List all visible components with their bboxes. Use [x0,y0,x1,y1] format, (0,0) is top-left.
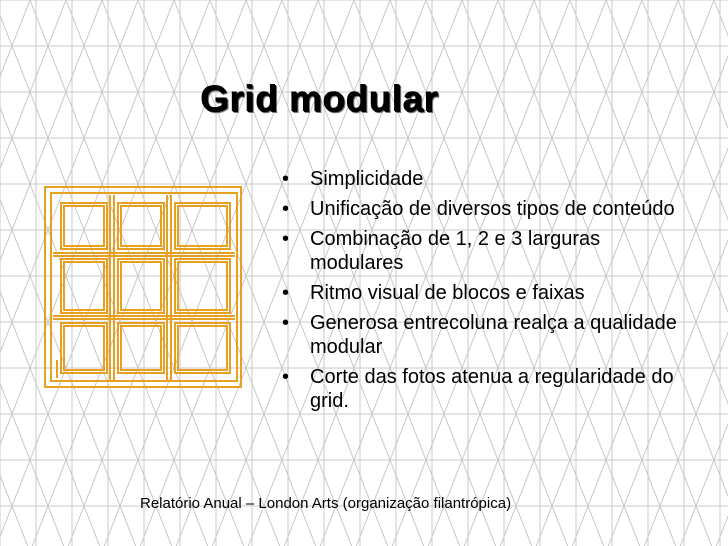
bullet-text: Unificação de diversos tipos de conteúdo [310,198,675,220]
bullet-text: Ritmo visual de blocos e faixas [310,282,585,304]
bullet-icon: • [282,168,290,190]
bullet-list [282,167,682,419]
bullet-item [282,167,682,191]
bullet-text: Simplicidade [310,168,424,190]
slide-caption: Relatório Anual – London Arts (organização filantrópica) [140,495,512,512]
slide-title: Grid modular [200,78,439,119]
bullet-icon: • [282,198,290,220]
bullet-item [282,311,682,359]
bullet-text: Generosa entrecoluna realça a qualidade modular [310,312,677,358]
bullet-item [282,227,682,275]
bullet-icon: • [282,312,290,334]
bullet-text: Corte das fotos atenua a regularidade do grid. [310,366,674,412]
bullet-item [282,197,682,221]
bullet-icon: • [282,228,290,250]
bullet-icon: • [282,366,290,388]
bullet-text: Combinação de 1, 2 e 3 larguras modulares [310,228,601,274]
bullet-item [282,365,682,413]
bullet-icon: • [282,282,290,304]
bullet-item [282,281,682,305]
